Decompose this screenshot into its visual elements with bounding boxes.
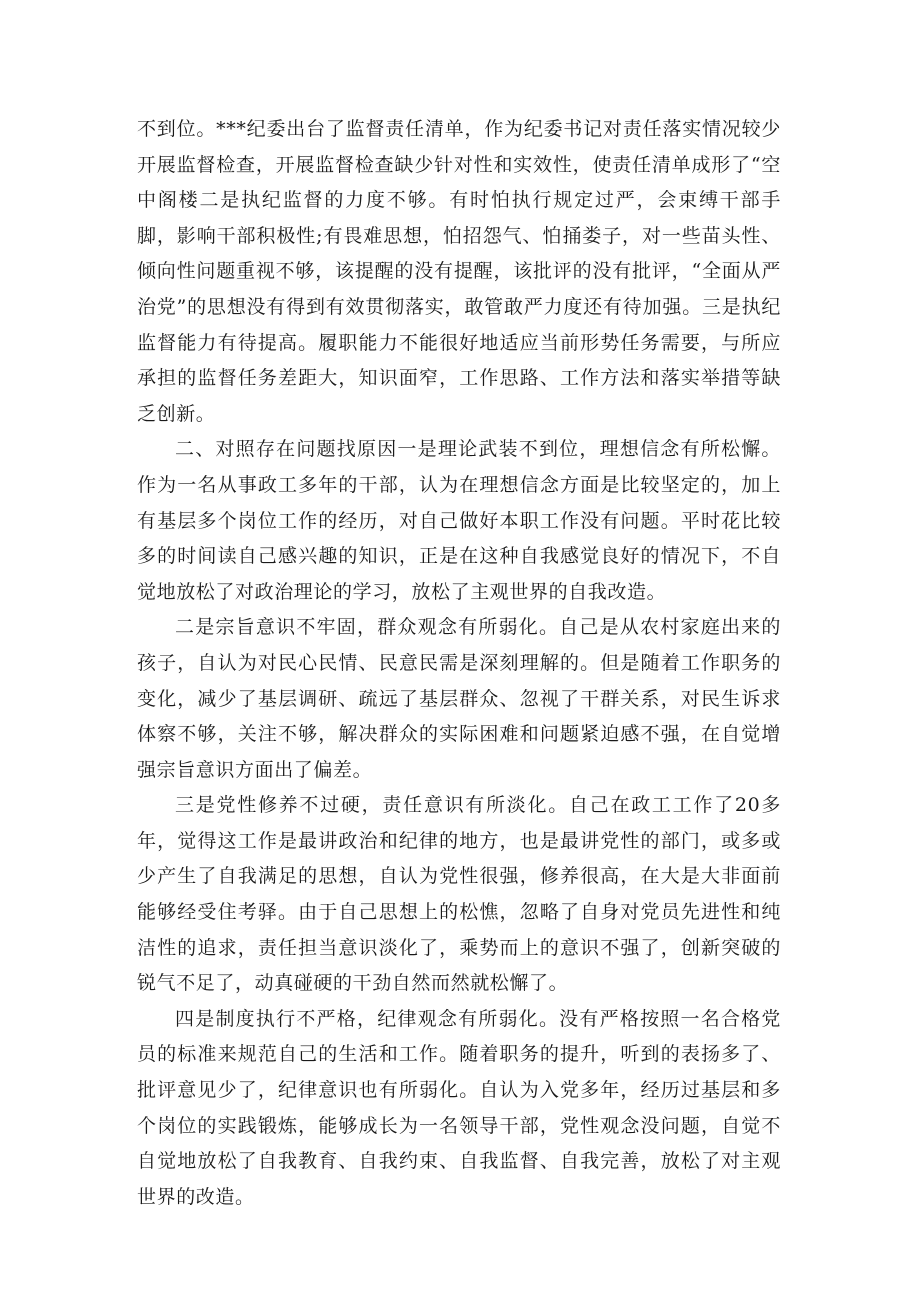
document-body bbox=[137, 112, 781, 1215]
paragraph-5: 四是制度执行不严格，纪律观念有所弱化。没有严格按照一名合格党员的标准来规范自己的生活和工作。随着职务的提升，听到的表扬多了、批评意见少了，纪律意识也有所弱化。自认为入党多年，经历过基层和多个岗位的实践锻炼，能够成长为一名领导干部，党性观念没问题，自觉不自觉地放松了自我教育、自我约束、自我监督、自我完善，放松了对主观世界的改造。 bbox=[137, 1007, 781, 1208]
paragraph-3: 二是宗旨意识不牢固，群众观念有所弱化。自己是从农村家庭出来的孩子，自认为对民心民情、民意民需是深刻理解的。但是随着工作职务的变化，减少了基层调研、疏远了基层群众、忽视了干群关系，对民生诉求体察不够，关注不够，解决群众的实际困难和问题紧迫感不强，在自觉增强宗旨意识方面出了偏差。 bbox=[137, 616, 781, 781]
paragraph-1: 不到位。***纪委出台了监督责任清单，作为纪委书记对责任落实情况较少开展监督检查，开展监督检查缺少针对性和实效性，使责任清单成形了“空中阁楼二是执纪监督的力度不够。有时怕执行规定过严，会束缚干部手脚，影响干部积极性;有畏难思想，怕招怨气、怕捅娄子，对一些苗头性、倾向性问题重视不够，该提醒的没有提醒，该批评的没有批评，“全面从严治党”的思想没有得到有效贯彻落实，敢管敢严力度还有待加强。三是执纪监督能力有待提高。履职能力不能很好地适应当前形势任务需要，与所应承担的监督任务差距大，知识面窄，工作思路、工作方法和落实举措等缺乏创新。 bbox=[137, 118, 781, 425]
paragraph-4: 三是党性修养不过硬，责任意识有所淡化。自己在政工工作了20多年，觉得这工作是最讲政治和纪律的地方，也是最讲党性的部门，或多或少产生了自我满足的思想，自认为党性很强，修养很高，在大是大非面前能够经受住考驿。由于自己思想上的松憔，忽略了自身对党员先进性和纯洁性的追求，责任担当意识淡化了，乘势而上的意识不强了，创新突破的锐气不足了，动真碰硬的干劲自然而然就松懈了。 bbox=[137, 794, 781, 995]
paragraph-2: 二、对照存在问题找原因一是理论武装不到位，理想信念有所松懈。作为一名从事政工多年的干部，认为在理想信念方面是比较坚定的，加上有基层多个岗位工作的经历，对自己做好本职工作没有问题。平时花比较多的时间读自己感兴趣的知识，正是在这种自我感觉良好的情况下，不自觉地放松了对政治理论的学习，放松了主观世界的自我改造。 bbox=[137, 438, 781, 603]
